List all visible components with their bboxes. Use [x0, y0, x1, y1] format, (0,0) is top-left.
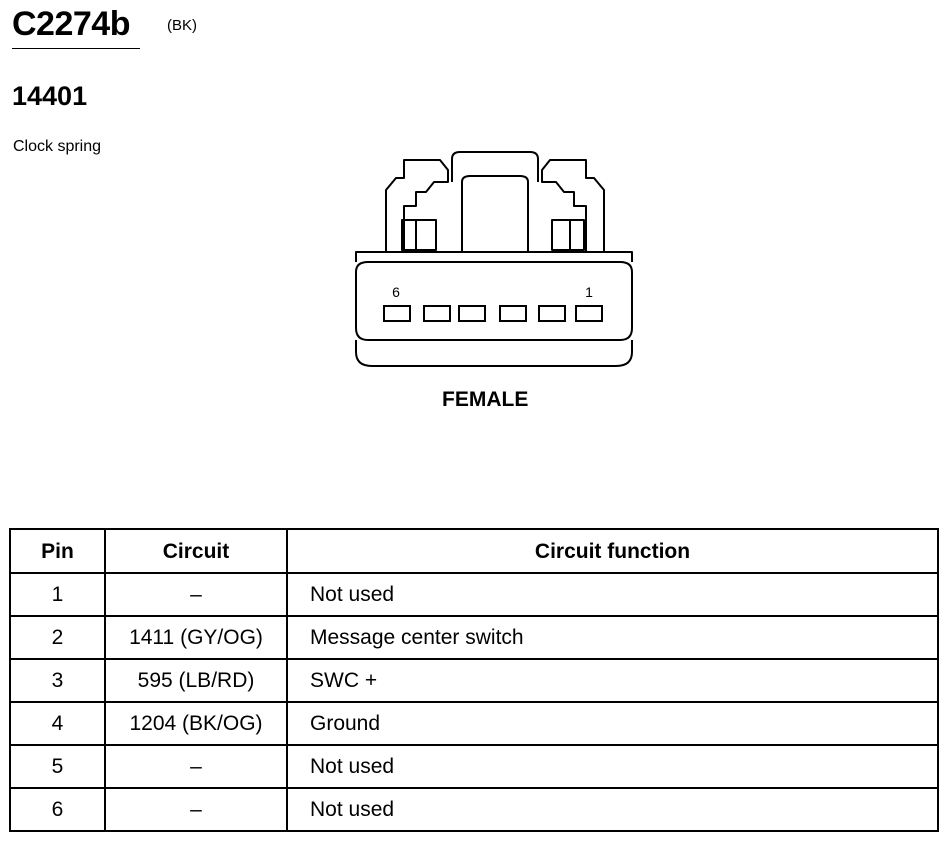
connector-id-underline — [12, 48, 140, 49]
connector-face-drawing — [350, 145, 640, 375]
circuit-cell: 1411 (GY/OG) — [105, 616, 287, 659]
function-cell: Ground — [287, 702, 938, 745]
column-header-function: Circuit function — [287, 529, 938, 573]
circuit-cell: – — [105, 573, 287, 616]
part-number: 14401 — [12, 81, 88, 111]
table-row — [10, 745, 938, 788]
column-header-pin: Pin — [10, 529, 105, 573]
pin-cavity — [424, 306, 450, 321]
function-cell: Not used — [287, 745, 938, 788]
pin-cell: 2 — [10, 616, 105, 659]
pin-cell: 1 — [10, 573, 105, 616]
left-latch-window — [402, 220, 436, 250]
pin-label-right: 1 — [585, 284, 593, 300]
pin-cavity — [539, 306, 565, 321]
circuit-cell: 595 (LB/RD) — [105, 659, 287, 702]
pin-cell: 6 — [10, 788, 105, 831]
connector-skirt — [356, 340, 632, 366]
table-row — [10, 702, 938, 745]
table-row — [10, 788, 938, 831]
pinout-table — [9, 528, 939, 832]
pin-cavity — [500, 306, 526, 321]
connector-gender-label: FEMALE — [442, 388, 529, 411]
connector-upper-body — [356, 252, 632, 262]
pin-cell: 5 — [10, 745, 105, 788]
circuit-cell: – — [105, 745, 287, 788]
pin-cavity — [576, 306, 602, 321]
pin-cavity — [384, 306, 410, 321]
component-name: Clock spring — [13, 138, 102, 155]
locking-tab-window — [462, 176, 528, 252]
table-header-row — [10, 529, 938, 573]
function-cell: SWC + — [287, 659, 938, 702]
pin-cell: 3 — [10, 659, 105, 702]
table-row — [10, 659, 938, 702]
connector-id: C2274b — [12, 5, 130, 43]
right-latch-window — [552, 220, 584, 250]
circuit-cell: 1204 (BK/OG) — [105, 702, 287, 745]
table-row — [10, 616, 938, 659]
function-cell: Message center switch — [287, 616, 938, 659]
pin-cell: 4 — [10, 702, 105, 745]
column-header-circuit: Circuit — [105, 529, 287, 573]
circuit-cell: – — [105, 788, 287, 831]
function-cell: Not used — [287, 788, 938, 831]
function-cell: Not used — [287, 573, 938, 616]
table-row — [10, 573, 938, 616]
connector-color: (BK) — [167, 17, 197, 34]
pin-label-left: 6 — [392, 284, 400, 300]
pin-cavity — [459, 306, 485, 321]
connector-housing — [356, 262, 632, 340]
